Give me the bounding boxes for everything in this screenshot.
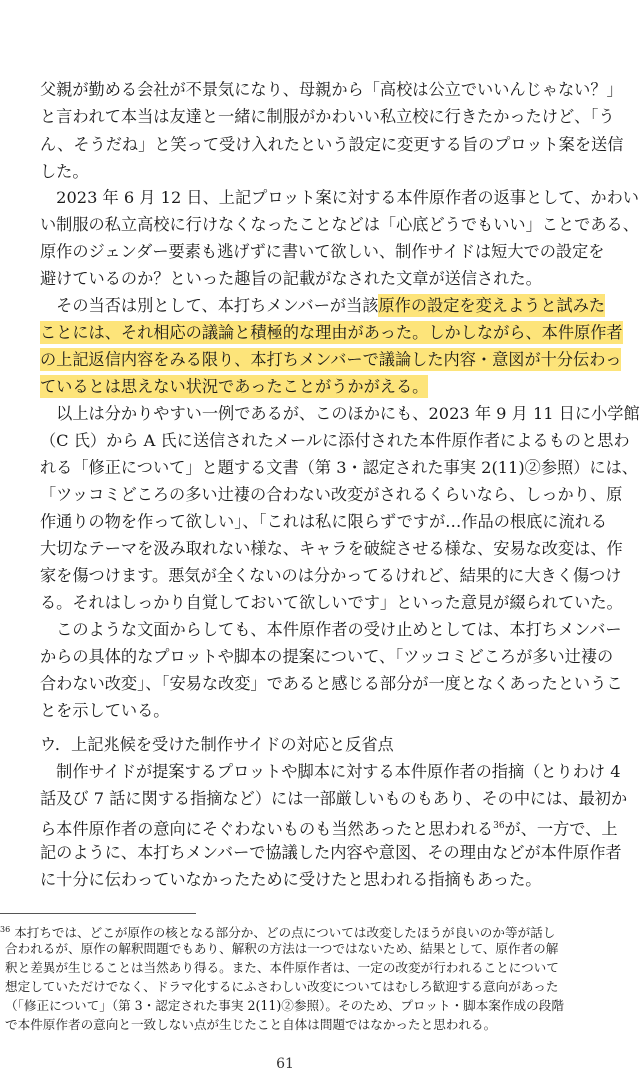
footnote-divider bbox=[0, 913, 196, 914]
footnote-reference[interactable]: 36 bbox=[493, 821, 505, 831]
body-line: れる「修正について」と題する文書（第 3・認定された事実 2(11)②参照）には、 bbox=[40, 458, 638, 477]
body-line-lead: その当否は別として、本打ちメンバーが当該 bbox=[40, 296, 379, 315]
body-line: このような文面からしても、本件原作者の受け止めとしては、本打ちメンバー bbox=[40, 620, 622, 639]
body-line bbox=[40, 814, 618, 838]
body-line: 家を傷つけます。悪気が全くないのは分かってるけれど、結果的に大きく傷つけ bbox=[40, 566, 622, 585]
body-line: 作通りの物を作って欲しい」、「これは私に限らずですが…作品の根底に流れる bbox=[40, 512, 608, 531]
body-line: 2023 年 6 月 12 日、上記プロット案に対する本件原作者の返事として、かわい bbox=[40, 188, 639, 207]
body-line: 以上は分かりやすい一例であるが、このほかにも、2023 年 9 月 11 日に小学館 bbox=[40, 404, 640, 423]
footnote-text: 本打ちでは、どこが原作の核となる部分か、どの点については改変したほうが良いのか等が話し bbox=[14, 925, 556, 941]
body-line bbox=[40, 321, 623, 345]
footnote-line: （「修正について」（第 3・認定された事実 2(11)②参照）。そのため、プロット・脚本案作成の段階 bbox=[5, 998, 564, 1013]
body-line: （C 氏）から A 氏に送信されたメールに添付された本件原作者によるものと思わ bbox=[40, 431, 630, 450]
body-line-lead: ら本件原作者の意向にそぐわないものも当然あったと思われる bbox=[40, 819, 494, 839]
body-line: 「ツッコミどころの多い辻褄の合わない改変がされるくらいなら、しっかり、原 bbox=[40, 485, 623, 504]
footnote-line: 釈と差異が生じることは当然あり得る。また、本件原作者は、一定の改変が行われることについて bbox=[5, 960, 559, 975]
body-line: い制服の私立高校に行けなくなったことなどは「心底どうでもいい」ことである、 bbox=[40, 215, 639, 234]
body-line: 大切なテーマを汲み取れない様な、キャラを破綻させる様な、安易な改変は、作 bbox=[40, 539, 623, 558]
footnote-line bbox=[0, 920, 555, 939]
body-line: 記のように、本打ちメンバーで協議した内容や意図、その理由などが本件原作者 bbox=[40, 843, 622, 862]
body-line bbox=[40, 294, 605, 318]
body-line: 話及び 7 話に関する指摘など）には一部厳しいものもあり、その中には、最初か bbox=[40, 789, 628, 808]
body-line: 合わない改変」、「安易な改変」であると感じる部分が一度となくあったというこ bbox=[40, 674, 623, 693]
section-heading: ウ．上記兆候を受けた制作サイドの対応と反省点 bbox=[40, 735, 394, 754]
body-line bbox=[40, 348, 621, 372]
highlighted-text: の上記返信内容をみる限り、本打ちメンバーで議論した内容・意図が十分伝わっ bbox=[40, 350, 622, 369]
highlighted-text: ことには、それ相応の議論と積極的な理由があった。しかしながら、本件原作者 bbox=[40, 323, 623, 342]
highlighted-text: 原作の設定を変えようと試みた bbox=[378, 296, 606, 315]
body-line: と言われて本当は友達と一緒に制服がかわいい私立校に行きたかったけど、「う bbox=[40, 107, 615, 126]
body-line: に十分に伝わっていなかったために受けたと思われる指摘もあった。 bbox=[40, 870, 542, 889]
footnote-line: 合われるが、原作の解釈問題でもあり、解釈の方法は一つではないため、結果として、原作者の解 bbox=[5, 941, 559, 956]
body-line-tail: が、一方で、上 bbox=[504, 819, 618, 839]
body-line: 原作のジェンダー要素も逃げずに書いて欲しい、制作サイドは短大での設定を bbox=[40, 242, 605, 261]
footnote-line: で本件原作者の意向と一致しない点が生じたこと自体は問題ではなかったと思われる。 bbox=[5, 1017, 497, 1032]
highlighted-text: ているとは思えない状況であったことがうかがえる。 bbox=[40, 377, 429, 396]
page-number: 61 bbox=[276, 1056, 294, 1072]
body-line: した。 bbox=[40, 162, 89, 181]
body-line: 制作サイドが提案するプロットや脚本に対する本件原作者の指摘（とりわけ 4 bbox=[40, 762, 621, 781]
footnote-mark: 36 bbox=[0, 925, 11, 934]
body-line: とを示している。 bbox=[40, 701, 170, 720]
body-line: ん、そうだね」と笑って受け入れたという設定に変更する旨のプロット案を送信 bbox=[40, 135, 624, 154]
body-line: 父親が勤める会社が不景気になり、母親から「高校は公立でいいんじゃない？」 bbox=[40, 80, 623, 99]
body-line: からの具体的なプロットや脚本の提案について、「ツッコミどころが多い辻褄の bbox=[40, 647, 614, 666]
body-line bbox=[40, 375, 428, 399]
footnote-line: 想定していただけでなく、ドラマ化するにふさわしい改変についてはむしろ歓迎する意向があった bbox=[5, 979, 559, 994]
body-line: 避けているのか？といった趣旨の記載がなされた文章が送信された。 bbox=[40, 269, 542, 288]
body-line: る。それはしっかり自覚しておいて欲しいです」といった意見が綴られていた。 bbox=[40, 593, 623, 612]
